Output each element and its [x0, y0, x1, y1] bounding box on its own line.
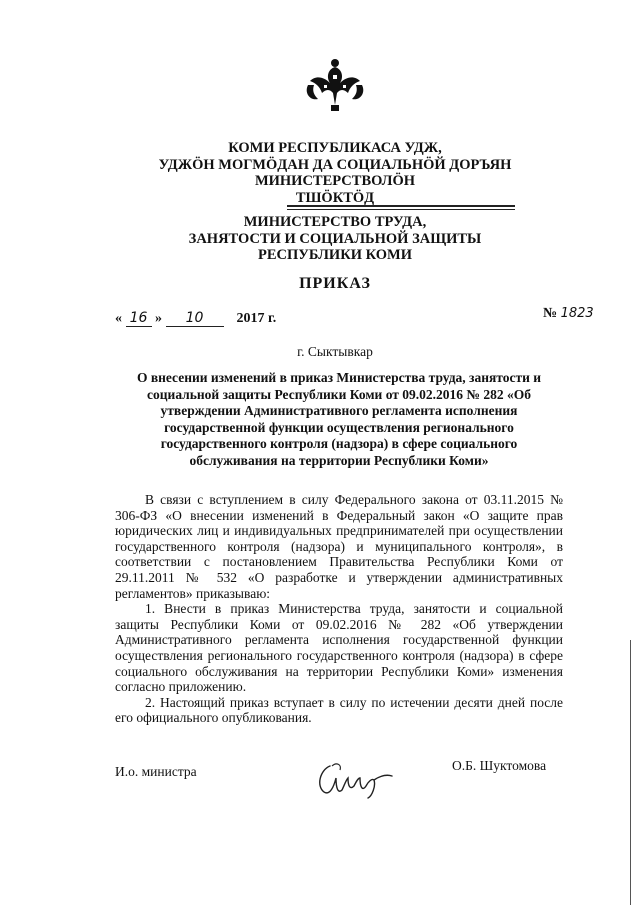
document-number	[543, 306, 594, 322]
header-komi-line: МИНИСТЕРСТВОЛӦН	[254, 173, 416, 189]
scan-edge	[630, 640, 631, 905]
coat-of-arms-icon	[300, 55, 370, 115]
date-year: 2017 г.	[236, 311, 277, 326]
header-komi-line: УДЖӦН МОГМӦДАН ДА СОЦИАЛЬНӦЙ ДОРЪЯН	[158, 156, 512, 173]
document-date	[115, 310, 276, 327]
header-divider-thin	[287, 209, 515, 210]
document-body	[115, 492, 563, 726]
signatory-name: О.Б. Шуктомова	[452, 758, 547, 773]
handwritten-signature	[312, 756, 402, 801]
document-title: О внесении изменений в приказ Министерства труда, занятости и социальной защиты Республики Коми от 09.02.2016 № 282 «Об утверждении Административного регламента исполнения государственной функции осуществления регионального государственного контроля (надзора) в сфере социального обслуживания на территории Республики Коми»	[136, 370, 542, 468]
header-ru-line: ЗАНЯТОСТИ И СОЦИАЛЬНОЙ ЗАЩИТЫ	[188, 230, 482, 247]
document-type: ПРИКАЗ	[299, 275, 371, 292]
header-divider	[287, 205, 515, 207]
header-komi-line: ТШӦКТӦД	[295, 189, 375, 206]
city: г. Сыктывкар	[297, 344, 373, 359]
date-close-quote: »	[155, 311, 162, 326]
body-paragraph: В связи с вступлением в силу Федерального закона от 03.11.2015 № 306-ФЗ «О внесении изменений в Федеральный закон «О защите прав юридических лиц и индивидуальных предпринимателей при осуществлении государственного контроля (надзора) и муниципального контроля», в соответствии с постановлением Правительства Республики Коми от 29.11.2011 № 532 «О разработке и утверждении административных регламентов» приказываю:	[115, 492, 563, 601]
date-day: 16	[126, 310, 152, 327]
ministry-header-russian	[130, 214, 540, 264]
number-prefix: №	[543, 306, 558, 321]
date-open-quote: «	[115, 311, 122, 326]
header-komi-line: КОМИ РЕСПУБЛИКАСА УДЖ,	[228, 140, 442, 156]
header-ru-line: МИНИСТЕРСТВО ТРУДА,	[243, 214, 427, 230]
date-month: 10	[166, 310, 224, 327]
number-value: 1823	[560, 306, 594, 321]
header-ru-line: РЕСПУБЛИКИ КОМИ	[257, 247, 413, 263]
body-paragraph: 2. Настоящий приказ вступает в силу по истечении десяти дней после его официального опубликования.	[115, 694, 563, 726]
signatory-role: И.о. министра	[115, 764, 197, 779]
ministry-header-komi	[130, 140, 540, 206]
body-paragraph: 1. Внести в приказ Министерства труда, занятости и социальной защиты Республики Коми от 09.02.2016 № 282 «Об утверждении Административного регламента исполнения государственной функции осуществления регионального государственного контроля (надзора) в сфере социального обслуживания на территории Республики Коми» изменения согласно приложению.	[115, 601, 563, 695]
